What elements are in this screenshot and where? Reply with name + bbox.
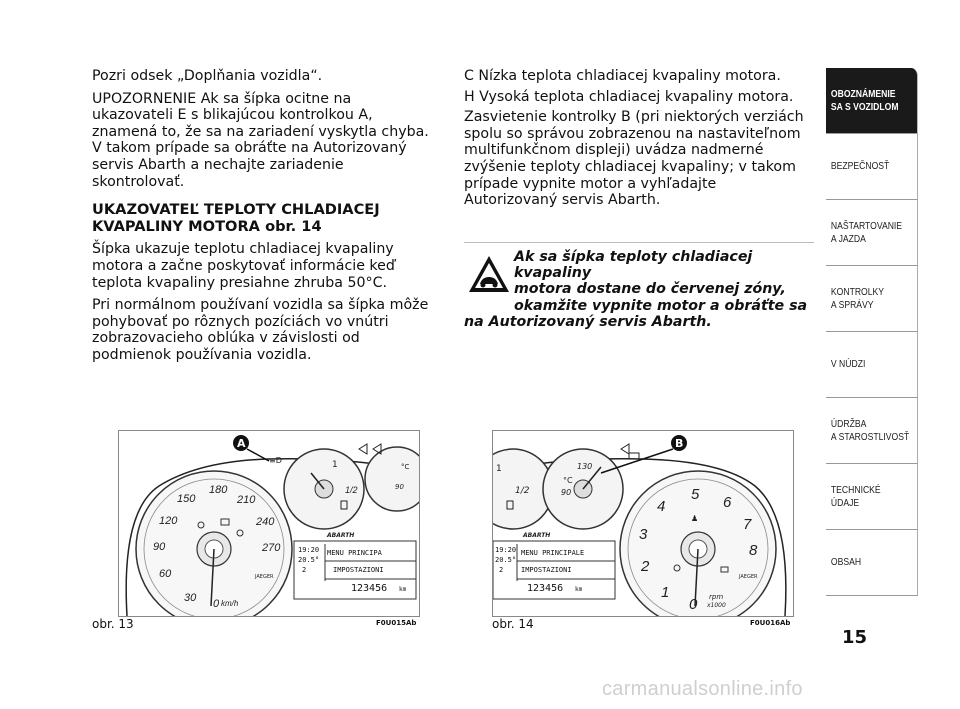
brand-logo: ABARTH <box>327 532 355 539</box>
right-column <box>464 68 814 215</box>
rpm-tick-7: 7 <box>743 516 752 533</box>
fuel-tick-1: 1 <box>332 460 338 470</box>
seatbelt-icon: ♟ <box>691 514 699 523</box>
page-number: 15 <box>842 627 868 648</box>
fuel-half-label: 1/2 <box>345 485 358 495</box>
lamp-icon: ≡D <box>269 456 282 465</box>
tab-technicke-udaje[interactable]: TECHNICKÉ ÚDAJE <box>826 464 918 530</box>
watermark: carmanualsonline.info <box>602 678 803 700</box>
paragraph-warning-e: UPOZORNENIE Ak sa šípka ocitne na ukazovateli E s blikajúcou kontrolkou A, znamená to, že sa na zariadení vyskytla chyba. V takom prípade sa obráťte na Autorizovaný servis Abarth a nechajte zariadenie skontrolovať. <box>92 90 429 190</box>
rpm-tick-5: 5 <box>691 486 700 503</box>
svg-text:MENU PRINCIPALE: MENU PRINCIPALE <box>521 549 585 557</box>
svg-text:19:20: 19:20 <box>495 546 517 554</box>
fuel-half-label: 1/2 <box>515 486 530 496</box>
temp-unit: °C <box>401 463 410 471</box>
item-c-low-temp: C Nízka teplota chladiacej kvapaliny motora. <box>464 68 781 84</box>
svg-text:IMPOSTAZIONI: IMPOSTAZIONI <box>521 566 572 574</box>
rpm-tick-2: 2 <box>641 558 650 575</box>
tab-nastartovanie[interactable]: NAŠTARTOVANIE A JAZDA <box>826 200 918 266</box>
svg-text:20.5°: 20.5° <box>495 556 517 564</box>
rpm-tick-8: 8 <box>749 542 758 559</box>
chapter-sidebar <box>826 68 918 596</box>
figure-13-code: F0U015Ab <box>376 619 417 627</box>
tab-oboznamenie[interactable]: OBOZNÁMENIE SA S VOZIDLOM <box>826 68 918 134</box>
paragraph-warning-b: Zasvietenie kontrolky B (pri niektorých verziách spolu so správou zobrazenou na nastaviteľnom multifunkčnom displeji) uvádza nadmerné zvýšenie teploty chladiacej kvapaliny; v takom prípade vypnite motor a vyhľadajte Autorizovaný servis Abarth. <box>464 109 804 209</box>
figure-14-instrument-cluster <box>492 430 794 617</box>
speed-tick-240: 240 <box>256 516 275 528</box>
speed-tick-90: 90 <box>153 541 166 553</box>
svg-text:MENU PRINCIPA: MENU PRINCIPA <box>327 549 382 557</box>
speed-tick-210: 210 <box>237 494 256 506</box>
speed-unit: km/h <box>221 599 239 608</box>
figure-13-instrument-cluster <box>118 430 420 617</box>
svg-text:123456: 123456 <box>351 583 388 594</box>
svg-text:2: 2 <box>302 566 307 574</box>
speed-tick-60: 60 <box>159 568 172 580</box>
speed-tick-270: 270 <box>262 542 281 554</box>
svg-text:B: B <box>675 437 684 450</box>
figure-14-code: F0U016Ab <box>750 619 791 627</box>
rpm-tick-3: 3 <box>639 526 648 543</box>
svg-text:123456: 123456 <box>527 583 564 594</box>
temp-tick-130: 130 <box>577 462 593 471</box>
speed-tick-150: 150 <box>177 493 196 505</box>
svg-text:A: A <box>237 437 246 450</box>
paragraph-arrow-temp: Šípka ukazuje teplotu chladiacej kvapaliny motora a začne poskytovať informácie keď teplota kvapaliny presiahne zhruba 50°C. <box>92 241 395 291</box>
warning-text: Ak sa šípka teploty chladiacej kvapaliny motora dostane do červenej zóny, okamžite vypnite motor a obráťte sa na Autorizovaný servis Abarth. <box>464 249 808 330</box>
rpm-multiplier: x1000 <box>707 602 726 609</box>
svg-text:20.5°: 20.5° <box>298 556 320 564</box>
rpm-tick-0: 0 <box>689 596 698 613</box>
speed-tick-30: 30 <box>184 592 197 604</box>
rpm-unit: rpm <box>709 593 724 601</box>
tab-bezpecnost[interactable]: BEZPEČNOSŤ <box>826 134 918 200</box>
svg-text:km: km <box>575 586 583 593</box>
svg-text:2: 2 <box>499 566 504 574</box>
temp-tick-90: 90 <box>561 488 572 497</box>
speed-tick-0: 0 <box>213 598 220 610</box>
figure-14-caption: obr. 14 <box>492 617 534 631</box>
rpm-tick-6: 6 <box>723 494 732 511</box>
temp-tick-90: 90 <box>395 483 404 491</box>
rpm-tick-4: 4 <box>657 498 666 515</box>
svg-text:IMPOSTAZIONI: IMPOSTAZIONI <box>333 566 384 574</box>
item-h-high-temp: H Vysoká teplota chladiacej kvapaliny motora. <box>464 88 794 105</box>
paragraph-normal-use: Pri normálnom používaní vozidla sa šípka môže pohybovať po rôznych pozíciách vo vnútri zobrazovacieho oblúka v závislosti od podmienok používania vozidla. <box>92 297 429 363</box>
paragraph-refuel-ref: Pozri odsek „Doplňania vozidla“. <box>92 68 323 84</box>
tab-udrzba[interactable]: ÚDRŽBA A STAROSTLIVOSŤ <box>826 398 918 464</box>
warning-triangle-icon <box>468 255 510 293</box>
maker-label: JAEGER <box>255 574 274 580</box>
speed-tick-120: 120 <box>159 515 178 527</box>
tab-kontrolky[interactable]: KONTROLKY A SPRÁVY <box>826 266 918 332</box>
warning-box <box>464 242 814 330</box>
rpm-tick-1: 1 <box>661 584 670 601</box>
heading-figure-ref: obr. 14 <box>265 217 322 235</box>
brand-logo: ABARTH <box>523 532 551 539</box>
left-column <box>92 68 432 370</box>
figure-13-caption: obr. 13 <box>92 617 134 631</box>
maker-label: JAEGER <box>739 574 758 580</box>
svg-text:19:20: 19:20 <box>298 546 320 554</box>
temp-unit: °C <box>563 476 573 485</box>
tab-obsah[interactable]: OBSAH <box>826 530 918 596</box>
cluster-drawing-14 <box>493 431 793 616</box>
tab-v-nudzi[interactable]: V NÚDZI <box>826 332 918 398</box>
speed-tick-180: 180 <box>209 484 228 496</box>
cluster-drawing-13 <box>119 431 419 616</box>
section-heading: UKAZOVATEĽ TEPLOTY CHLADIACEJ KVAPALINY MOTORA obr. 14 <box>92 201 380 235</box>
svg-text:km: km <box>399 586 407 593</box>
fuel-tick-1: 1 <box>496 464 502 474</box>
